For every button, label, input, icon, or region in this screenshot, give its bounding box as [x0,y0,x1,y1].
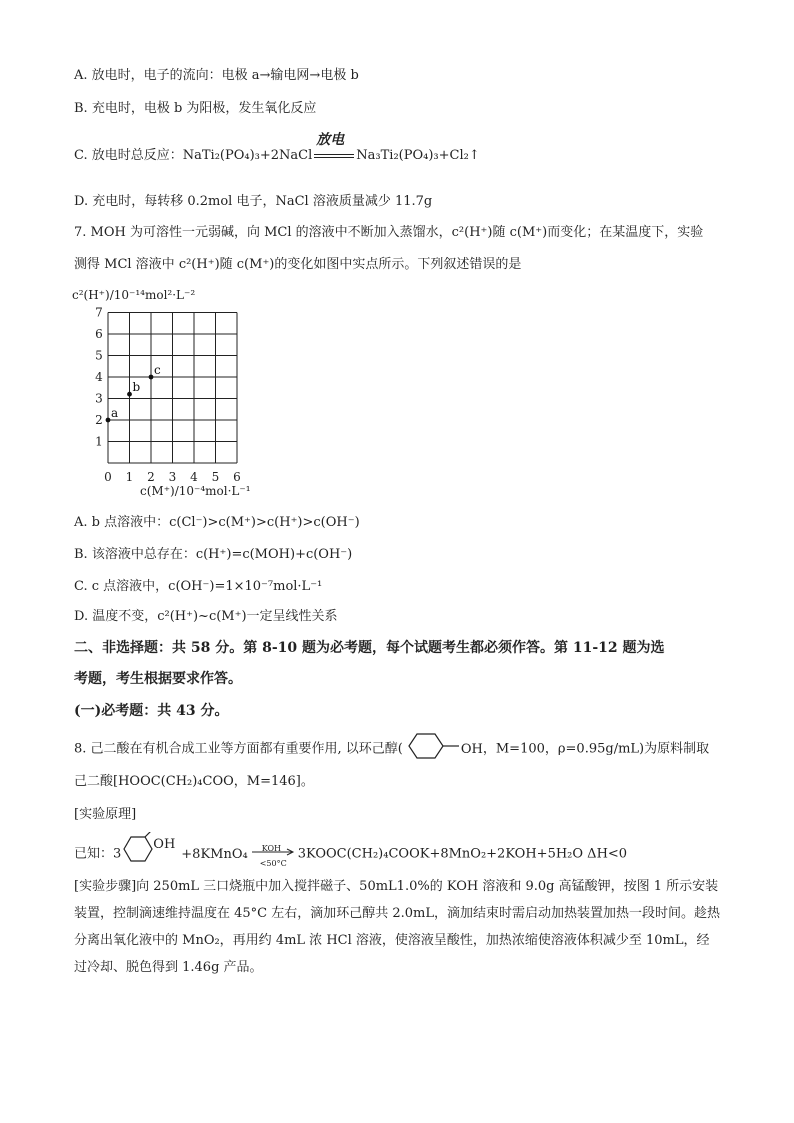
q7-chart [62,284,322,504]
chart-xtick-label: 1 [125,470,134,484]
q6-option-c-prefix: C. 放电时总反应： [74,148,183,163]
chart-ytick-label: 7 [95,305,103,320]
chart-ytick-label: 3 [95,391,103,406]
reaction-condition: 放电 [316,132,345,148]
chart-ytick-label: 1 [95,434,103,449]
chart-point-label-b: b [132,380,141,395]
q6-option-c-reactants: NaTi₂(PO₄)₃+2NaCl [182,148,313,163]
q7-option-b: B. 该溶液中总存在：c(H⁺)=c(MOH)+c(OH⁻) [74,547,353,562]
reaction-equals-sign [312,132,356,166]
q8-line1-post: ，M=100，ρ=0.95g/mL)为原料制取 [482,741,710,757]
section2-heading-line2: 考题，考生根据要求作答。 [74,671,242,687]
q7-option-c: C. c 点溶液中，c(OH⁻)=1×10⁻⁷mol·L⁻¹ [74,579,323,594]
q6-option-c [74,132,480,166]
chart-ytick-label: 6 [95,327,103,341]
chart-point-c [149,375,154,380]
q6-option-b: B. 充电时，电极 b 为阳极，发生氧化反应 [74,101,317,116]
chart-ylabel: c²(H⁺)/10⁻¹⁴mol²·L⁻² [72,288,196,302]
section2-subheading: (一)必考题：共 43 分。 [74,703,229,719]
chart-point-label-a: a [111,406,119,420]
chart-xlabel: c(M⁺)/10⁻⁴mol·L⁻¹ [140,484,251,498]
q8-known-reactant2: +8KMnO₄ [181,846,248,862]
q8-known-products: 3KOOC(CH₂)₄COOK+8MnO₂+2KOH+5H₂O ΔH<0 [297,846,628,862]
q8-known-reaction [74,836,628,868]
q6-option-a: A. 放电时，电子的流向：电极 a→输电网→电极 b [74,68,359,83]
chart-point-a [106,418,111,423]
arrow-condition-top: KOH [261,844,282,853]
chart-xtick-label: 5 [211,470,220,484]
chart-grid [108,313,237,464]
cyclohexanol-structure-icon [121,832,157,866]
q7-stem-line1: 7. MOH 为可溶性一元弱碱，向 MCl 的溶液中不断加入蒸馏水，c²(H⁺)随 c(M⁺)而变化；在某温度下，实验 [74,225,704,240]
q7-stem-line2: 测得 MCl 溶液中 c²(H⁺)随 c(M⁺)的变化如图中实点所示。下列叙述错误的是 [74,257,522,272]
q8-known-prefix: 已知：3 [74,846,122,862]
q8-line1 [74,737,709,761]
q6-option-c-products: Na₃Ti₂(PO₄)₃+Cl₂↑ [356,148,480,163]
section2-heading-line1: 二、非选择题：共 58 分。第 8-10 题为必考题，每个试题考生都必须作答。第 11-12 题为选 [74,640,665,656]
chart-xtick-label: 0 [104,470,112,484]
chart-xtick-label: 6 [233,470,241,484]
chart-ytick-label: 4 [95,370,103,384]
q7-option-d: D. 温度不变，c²(H⁺)~c(M⁺)一定呈线性关系 [74,609,338,624]
q7-option-a: A. b 点溶液中：c(Cl⁻)>c(M⁺)>c(H⁺)>c(OH⁻) [74,515,360,530]
chart-xtick-label: 4 [190,470,198,484]
q8-line1-pre: 8. 己二酸在有机合成工业等方面都有重要作用, 以环己醇( [74,741,403,757]
chart-points [106,363,161,422]
chart-ticks [95,306,241,485]
q6-option-d: D. 充电时，每转移 0.2mol 电子，NaCl 溶液质量减少 11.7g [74,194,433,209]
chart-point-b [127,392,132,397]
chart-xtick-label: 2 [147,470,155,484]
q8-known-oh: OH [153,836,176,852]
arrow-condition-bottom: <50°C [259,859,287,868]
chart-point-label-c: c [154,363,161,377]
q8-experiment-steps: [实验步骤]向 250mL 三口烧瓶中加入搅拌磁子、50mL1.0%的 KOH 溶液和 9.0g 高锰酸钾，按图 1 所示安装装置，控制滴速维持温度在 45°C 左右，滴加环己醇共 2.0mL，滴加结束时需启动加热装置加热一段时间。趁热分离出氧化液中的 MnO₂，再用约 4mL 浓 HCl 溶液，使溶液呈酸性，加热浓缩使溶液体积减少至 10mL，经过冷却、脱色得到 1.46g 产品。 [74,879,721,975]
q8-line2: 己二酸[HOOC(CH₂)₄COO，M=146]。 [74,774,314,789]
reaction-arrow [250,842,296,868]
q8-principle-label: [实验原理] [74,807,137,822]
q8-line1-oh: OH [460,741,483,757]
chart-ytick-label: 2 [95,413,103,427]
chart-xtick-label: 3 [168,470,177,484]
chart-ytick-label: 5 [95,348,103,363]
